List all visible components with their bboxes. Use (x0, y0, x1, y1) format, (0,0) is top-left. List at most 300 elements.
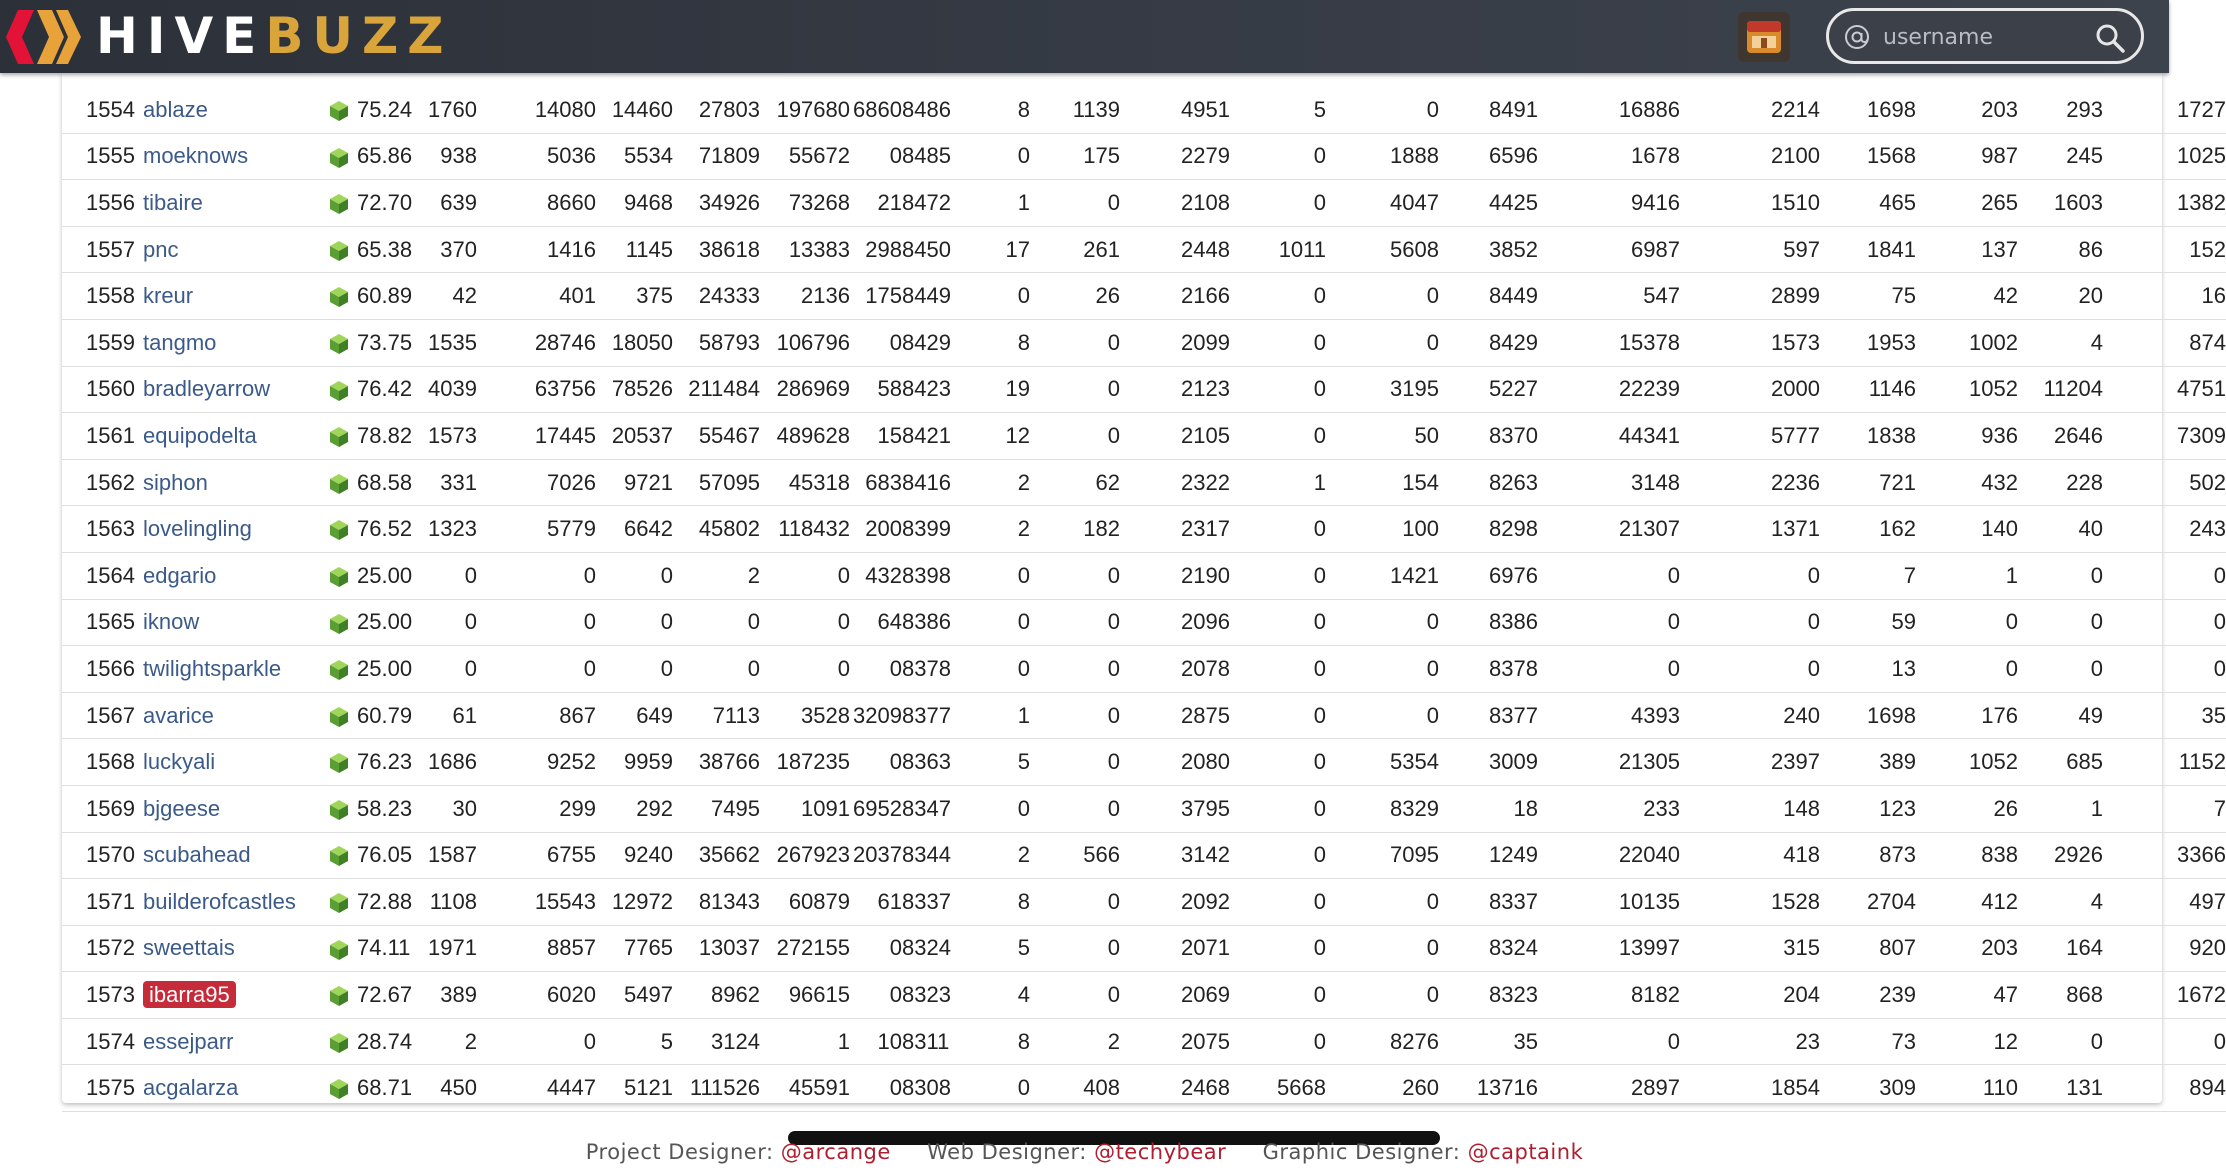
value-cell: 0 (850, 925, 902, 972)
value-cell: 3142 (1120, 832, 1230, 879)
username-link[interactable]: tibaire (143, 189, 203, 215)
value-cell: 111526 (673, 1065, 760, 1112)
username-cell[interactable] (143, 739, 321, 786)
value-cell: 8 (946, 879, 1030, 926)
username-link[interactable]: siphon (143, 469, 208, 495)
value-cell: 0 (1230, 599, 1326, 646)
value-cell: 0 (1538, 1018, 1680, 1065)
username-search-input[interactable] (1881, 20, 2085, 54)
value-cell: 17445 (477, 413, 596, 460)
value-cell: 8423 (902, 366, 946, 413)
value-cell: 5 (1230, 87, 1326, 133)
username-link[interactable]: builderofcastles (143, 888, 296, 914)
value-cell: 9959 (596, 739, 673, 786)
value-cell: 8324 (1439, 925, 1538, 972)
username-link[interactable]: sweettais (143, 935, 235, 961)
username-link[interactable]: lovelingling (143, 516, 252, 542)
value-cell: 27803 (673, 87, 760, 133)
value-cell: 8263 (1439, 459, 1538, 506)
value-cell: 2092 (1120, 879, 1230, 926)
value-cell: 873 (1820, 832, 1916, 879)
value-cell: 0 (1230, 133, 1326, 180)
value-cell: 597 (1680, 226, 1820, 273)
search-icon[interactable] (2095, 23, 2125, 53)
value-cell: 2 (946, 506, 1030, 553)
username-link[interactable]: equipodelta (143, 422, 257, 448)
value-cell: 1323 (408, 506, 477, 553)
rank-cell: 1554 (62, 87, 143, 133)
value-cell: 0 (850, 972, 902, 1019)
username-cell[interactable] (143, 87, 321, 133)
table-row (62, 879, 2226, 926)
table-row (62, 180, 2226, 227)
value-cell: 418 (1680, 832, 1820, 879)
reputation-cell: 25.00 (357, 552, 408, 599)
cube-icon (329, 286, 349, 308)
value-cell: 0 (1030, 646, 1120, 693)
value-cell: 566 (1030, 832, 1120, 879)
table-row (62, 413, 2226, 460)
value-cell: 0 (1030, 879, 1120, 926)
value-cell: 1152 (2103, 739, 2226, 786)
username-link[interactable]: luckyali (143, 749, 216, 775)
cube-icon (329, 519, 349, 541)
value-cell: 286969 (760, 366, 850, 413)
username-link[interactable]: tangmo (143, 329, 217, 355)
value-cell: 45802 (673, 506, 760, 553)
username-link[interactable]: moeknows (143, 143, 249, 169)
value-cell: 8377 (902, 692, 946, 739)
value-cell: 9416 (1538, 180, 1680, 227)
value-cell: 0 (1538, 646, 1680, 693)
username-link[interactable]: avarice (143, 702, 214, 728)
table-row (62, 832, 2226, 879)
value-cell: 639 (408, 180, 477, 227)
value-cell: 8347 (902, 785, 946, 832)
reputation-cell: 78.82 (357, 413, 408, 460)
value-cell: 401 (477, 273, 596, 320)
username-cell[interactable] (143, 133, 321, 180)
value-cell: 0 (1538, 552, 1680, 599)
value-cell: 432 (850, 552, 902, 599)
username-cell[interactable] (143, 366, 321, 413)
username-cell[interactable] (143, 1018, 321, 1065)
value-cell: 45318 (760, 459, 850, 506)
value-cell: 176 (1916, 692, 2018, 739)
username-cell[interactable] (143, 459, 321, 506)
cube-icon (329, 100, 349, 122)
value-cell: 0 (1230, 180, 1326, 227)
value-cell: 1 (2018, 785, 2103, 832)
value-cell: 8416 (902, 459, 946, 506)
badge-cell (321, 925, 357, 972)
value-cell: 8344 (902, 832, 946, 879)
value-cell: 8311 (902, 1018, 946, 1065)
value-cell: 106796 (760, 319, 850, 366)
username-link[interactable]: ibarra95 (143, 981, 236, 1008)
value-cell: 0 (477, 599, 596, 646)
value-cell: 228 (2018, 459, 2103, 506)
rank-cell: 1558 (62, 273, 143, 320)
value-cell: 5121 (596, 1065, 673, 1112)
value-cell: 432 (1916, 459, 2018, 506)
badge-cell (321, 879, 357, 926)
value-cell: 0 (1230, 413, 1326, 460)
value-cell: 412 (1916, 879, 2018, 926)
badge-cell (321, 646, 357, 693)
value-cell: 5779 (477, 506, 596, 553)
value-cell: 1841 (1820, 226, 1916, 273)
cube-icon (329, 147, 349, 169)
value-cell: 0 (477, 646, 596, 693)
value-cell: 1568 (1820, 133, 1916, 180)
value-cell: 49 (2018, 692, 2103, 739)
username-cell[interactable] (143, 273, 321, 320)
value-cell: 8182 (1538, 972, 1680, 1019)
table-row (62, 319, 2226, 366)
reputation-cell: 25.00 (357, 599, 408, 646)
value-cell: 13716 (1439, 1065, 1538, 1112)
value-cell: 0 (1326, 692, 1439, 739)
badge-cell (321, 133, 357, 180)
username-cell[interactable] (143, 692, 321, 739)
value-cell: 8450 (902, 226, 946, 273)
value-cell: 8 (946, 319, 1030, 366)
value-cell: 203 (1916, 87, 2018, 133)
reputation-cell: 28.74 (357, 1018, 408, 1065)
value-cell: 62 (1030, 459, 1120, 506)
value-cell: 64 (850, 599, 902, 646)
value-cell: 0 (1230, 273, 1326, 320)
web-designer-link[interactable]: @techybear (1094, 1140, 1227, 1164)
cube-icon (329, 613, 349, 635)
value-cell: 81343 (673, 879, 760, 926)
username-cell[interactable] (143, 1065, 321, 1112)
value-cell: 0 (1030, 413, 1120, 460)
value-cell: 267923 (760, 832, 850, 879)
value-cell: 2 (946, 832, 1030, 879)
rank-cell: 1563 (62, 506, 143, 553)
badge-cell (321, 459, 357, 506)
value-cell: 0 (1030, 692, 1120, 739)
table-row (62, 1018, 2226, 1065)
value-cell: 4 (946, 972, 1030, 1019)
username-link[interactable]: kreur (143, 283, 194, 309)
value-cell: 1686 (408, 739, 477, 786)
value-cell: 3009 (1439, 739, 1538, 786)
username-cell[interactable] (143, 413, 321, 460)
graphic-designer-link[interactable]: @captaink (1467, 1140, 1584, 1164)
value-cell: 123 (1820, 785, 1916, 832)
value-cell: 5534 (596, 133, 673, 180)
value-cell: 1760 (408, 87, 477, 133)
cube-icon (329, 939, 349, 961)
value-cell: 8491 (1439, 87, 1538, 133)
value-cell: 3148 (1538, 459, 1680, 506)
value-cell: 389 (408, 972, 477, 1019)
value-cell: 9252 (477, 739, 596, 786)
value-cell: 13997 (1538, 925, 1680, 972)
value-cell: 0 (1326, 879, 1439, 926)
cube-icon (329, 799, 349, 821)
username-cell[interactable] (143, 832, 321, 879)
badge-cell (321, 785, 357, 832)
value-cell: 5497 (596, 972, 673, 1019)
value-cell: 2000 (1680, 366, 1820, 413)
value-cell: 2926 (2018, 832, 2103, 879)
value-cell: 78526 (596, 366, 673, 413)
value-cell: 12972 (596, 879, 673, 926)
ranking-table (62, 87, 2226, 1112)
reputation-cell: 76.05 (357, 832, 408, 879)
value-cell: 1573 (1680, 319, 1820, 366)
value-cell: 1971 (408, 925, 477, 972)
reputation-cell: 68.58 (357, 459, 408, 506)
rank-cell: 1556 (62, 180, 143, 227)
value-cell: 2317 (1120, 506, 1230, 553)
value-cell: 5036 (477, 133, 596, 180)
value-cell: 0 (477, 552, 596, 599)
value-cell: 22040 (1538, 832, 1680, 879)
username-link[interactable]: pnc (143, 236, 179, 262)
value-cell: 26 (1030, 273, 1120, 320)
username-cell[interactable] (143, 552, 321, 599)
value-cell: 8429 (1439, 319, 1538, 366)
value-cell: 5 (946, 925, 1030, 972)
username-cell[interactable] (143, 319, 321, 366)
cube-icon (329, 380, 349, 402)
value-cell: 0 (1230, 925, 1326, 972)
value-cell: 7309 (2103, 413, 2226, 460)
rank-cell: 1559 (62, 319, 143, 366)
shop-icon (1744, 18, 1784, 56)
reputation-cell: 60.89 (357, 273, 408, 320)
value-cell: 8378 (902, 646, 946, 693)
badge-cell (321, 87, 357, 133)
value-cell: 14460 (596, 87, 673, 133)
value-cell: 1 (1916, 552, 2018, 599)
value-cell: 8449 (1439, 273, 1538, 320)
value-cell: 0 (2018, 1018, 2103, 1065)
username-cell[interactable] (143, 785, 321, 832)
value-cell: 1052 (1916, 739, 2018, 786)
hive-logo-icon[interactable] (4, 6, 84, 68)
table-row (62, 925, 2226, 972)
value-cell: 61 (408, 692, 477, 739)
value-cell: 0 (946, 599, 1030, 646)
badge-cell (321, 1065, 357, 1112)
username-link[interactable]: acgalarza (143, 1075, 239, 1101)
value-cell: 2099 (1120, 319, 1230, 366)
value-cell: 1603 (2018, 180, 2103, 227)
value-cell: 867 (477, 692, 596, 739)
search-box[interactable] (1826, 8, 2144, 64)
reputation-cell: 73.75 (357, 319, 408, 366)
value-cell: 140 (1916, 506, 2018, 553)
value-cell: 8486 (902, 87, 946, 133)
rank-cell: 1574 (62, 1018, 143, 1065)
value-cell: 838 (1916, 832, 2018, 879)
value-cell: 35 (1439, 1018, 1538, 1065)
value-cell: 5668 (1230, 1065, 1326, 1112)
value-cell: 26 (1916, 785, 2018, 832)
value-cell: 8449 (902, 273, 946, 320)
value-cell: 8363 (902, 739, 946, 786)
value-cell: 894 (2103, 1065, 2226, 1112)
shop-button[interactable] (1738, 12, 1790, 62)
value-cell: 0 (2018, 599, 2103, 646)
value-cell: 0 (1680, 646, 1820, 693)
value-cell: 59 (1820, 599, 1916, 646)
value-cell: 2704 (1820, 879, 1916, 926)
table-row (62, 646, 2226, 693)
cube-icon (329, 1078, 349, 1100)
value-cell: 8398 (902, 552, 946, 599)
value-cell: 7113 (673, 692, 760, 739)
value-cell: 0 (850, 739, 902, 786)
reputation-cell: 72.70 (357, 180, 408, 227)
value-cell: 0 (1680, 552, 1820, 599)
value-cell: 17 (946, 226, 1030, 273)
value-cell: 3852 (1439, 226, 1538, 273)
value-cell: 154 (1326, 459, 1439, 506)
value-cell: 5227 (1439, 366, 1538, 413)
value-cell: 0 (1230, 972, 1326, 1019)
badge-cell (321, 692, 357, 739)
value-cell: 0 (2018, 552, 2103, 599)
value-cell: 807 (1820, 925, 1916, 972)
table-row (62, 87, 2226, 133)
value-cell: 4393 (1538, 692, 1680, 739)
cube-icon (329, 473, 349, 495)
value-cell: 86 (2018, 226, 2103, 273)
value-cell: 547 (1538, 273, 1680, 320)
value-cell: 4447 (477, 1065, 596, 1112)
value-cell: 7095 (1326, 832, 1439, 879)
value-cell: 6642 (596, 506, 673, 553)
cube-icon (329, 892, 349, 914)
badge-cell (321, 506, 357, 553)
value-cell: 0 (946, 1065, 1030, 1112)
username-cell[interactable] (143, 226, 321, 273)
project-designer-label: Project Designer: (585, 1140, 774, 1164)
value-cell: 8337 (902, 879, 946, 926)
value-cell: 55467 (673, 413, 760, 460)
username-cell[interactable] (143, 972, 321, 1019)
footer-credits (0, 1140, 2169, 1170)
value-cell: 182 (1030, 506, 1120, 553)
value-cell: 8323 (1439, 972, 1538, 1019)
username-link[interactable]: bjgeese (143, 795, 221, 821)
value-cell: 22239 (1538, 366, 1680, 413)
value-cell: 42 (408, 273, 477, 320)
value-cell: 8485 (902, 133, 946, 180)
value-cell: 38766 (673, 739, 760, 786)
value-cell: 2 (1030, 1018, 1120, 1065)
username-cell[interactable] (143, 925, 321, 972)
value-cell: 1011 (1230, 226, 1326, 273)
rank-cell: 1566 (62, 646, 143, 693)
badge-cell (321, 319, 357, 366)
value-cell: 0 (1680, 599, 1820, 646)
value-cell: 73268 (760, 180, 850, 227)
value-cell: 21307 (1538, 506, 1680, 553)
table-row (62, 785, 2226, 832)
value-cell: 8337 (1439, 879, 1538, 926)
value-cell: 175 (1030, 133, 1120, 180)
value-cell: 2105 (1120, 413, 1230, 460)
value-cell: 450 (408, 1065, 477, 1112)
username-cell[interactable] (143, 599, 321, 646)
username-link[interactable]: twilightsparkle (143, 655, 282, 681)
value-cell: 1146 (1820, 366, 1916, 413)
value-cell: 2899 (1680, 273, 1820, 320)
username-link[interactable]: essejparr (143, 1028, 234, 1054)
username-cell[interactable] (143, 506, 321, 553)
value-cell: 2078 (1120, 646, 1230, 693)
value-cell: 0 (1030, 739, 1120, 786)
value-cell: 7 (1820, 552, 1916, 599)
username-link[interactable]: ablaze (143, 96, 208, 122)
value-cell: 938 (408, 133, 477, 180)
cube-icon (329, 845, 349, 867)
value-cell: 987 (1916, 133, 2018, 180)
username-cell[interactable] (143, 180, 321, 227)
value-cell: 721 (1820, 459, 1916, 506)
value-cell: 0 (850, 133, 902, 180)
value-cell: 197680 (760, 87, 850, 133)
value-cell: 1108 (408, 879, 477, 926)
username-cell[interactable] (143, 879, 321, 926)
value-cell: 0 (850, 1065, 902, 1112)
value-cell: 0 (1538, 599, 1680, 646)
value-cell: 920 (2103, 925, 2226, 972)
cube-icon (329, 333, 349, 355)
value-cell: 8370 (1439, 413, 1538, 460)
value-cell: 8660 (477, 180, 596, 227)
username-link[interactable]: iknow (143, 609, 200, 635)
username-cell[interactable] (143, 646, 321, 693)
value-cell: 8324 (902, 925, 946, 972)
project-designer-link[interactable]: @arcange (780, 1140, 891, 1164)
value-cell: 489628 (760, 413, 850, 460)
value-cell: 1052 (1916, 366, 2018, 413)
value-cell: 131 (2018, 1065, 2103, 1112)
value-cell: 2166 (1120, 273, 1230, 320)
hivebuzz-wordmark[interactable] (96, 6, 453, 66)
reputation-cell: 65.86 (357, 133, 408, 180)
username-link[interactable]: scubahead (143, 842, 251, 868)
value-cell: 0 (1326, 599, 1439, 646)
value-cell: 1510 (1680, 180, 1820, 227)
value-cell: 0 (1030, 552, 1120, 599)
badge-cell (321, 180, 357, 227)
value-cell: 0 (2018, 646, 2103, 693)
username-link[interactable]: edgario (143, 562, 217, 588)
username-link[interactable]: bradleyarrow (143, 376, 271, 402)
value-cell: 6860 (850, 87, 902, 133)
value-cell: 375 (596, 273, 673, 320)
value-cell: 3124 (673, 1018, 760, 1065)
value-cell: 309 (1820, 1065, 1916, 1112)
reputation-cell: 72.88 (357, 879, 408, 926)
value-cell: 0 (1916, 646, 2018, 693)
value-cell: 16886 (1538, 87, 1680, 133)
value-cell: 1727 (2103, 87, 2226, 133)
table-row (62, 273, 2226, 320)
value-cell: 272155 (760, 925, 850, 972)
badge-cell (321, 552, 357, 599)
